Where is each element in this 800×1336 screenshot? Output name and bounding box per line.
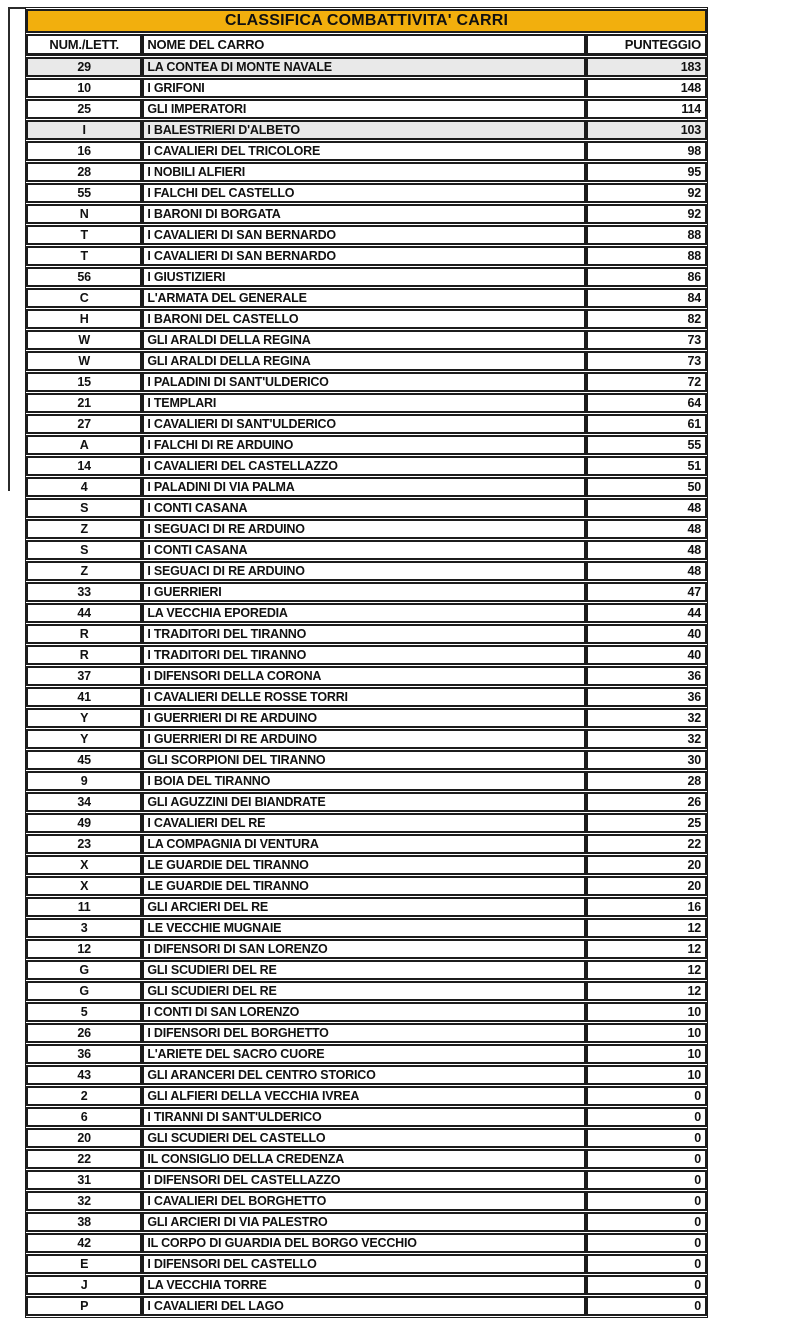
score-cell: 0	[586, 1086, 707, 1106]
score-cell: 183	[586, 57, 707, 77]
name-cell: I CONTI DI SAN LORENZO	[142, 1002, 585, 1022]
num-cell: S	[26, 540, 142, 560]
num-cell: X	[26, 855, 142, 875]
score-cell: 40	[586, 624, 707, 644]
score-cell: 103	[586, 120, 707, 140]
table-row	[26, 981, 707, 1001]
score-cell: 26	[586, 792, 707, 812]
num-cell: W	[26, 351, 142, 371]
table-row	[26, 624, 707, 644]
score-cell: 92	[586, 204, 707, 224]
table-row	[26, 540, 707, 560]
table-row	[26, 561, 707, 581]
score-cell: 0	[586, 1128, 707, 1148]
num-cell: 10	[26, 78, 142, 98]
score-cell: 88	[586, 246, 707, 266]
table-row	[26, 1128, 707, 1148]
score-cell: 25	[586, 813, 707, 833]
table-row	[26, 603, 707, 623]
num-cell: 11	[26, 897, 142, 917]
table-row	[26, 582, 707, 602]
num-cell: 23	[26, 834, 142, 854]
table-row	[26, 687, 707, 707]
score-cell: 47	[586, 582, 707, 602]
table-row	[26, 204, 707, 224]
score-cell: 72	[586, 372, 707, 392]
score-cell: 30	[586, 750, 707, 770]
num-cell: 21	[26, 393, 142, 413]
table-row	[26, 1254, 707, 1274]
score-cell: 86	[586, 267, 707, 287]
num-cell: 28	[26, 162, 142, 182]
score-cell: 82	[586, 309, 707, 329]
classifica-table	[26, 8, 707, 1317]
name-cell: GLI ARCIERI DEL RE	[142, 897, 585, 917]
num-cell: 42	[26, 1233, 142, 1253]
name-cell: I BOIA DEL TIRANNO	[142, 771, 585, 791]
num-cell: 25	[26, 99, 142, 119]
table-row	[26, 1107, 707, 1127]
name-cell: I GUERRIERI DI RE ARDUINO	[142, 708, 585, 728]
num-cell: 55	[26, 183, 142, 203]
num-cell: G	[26, 981, 142, 1001]
score-cell: 84	[586, 288, 707, 308]
name-cell: I FALCHI DEL CASTELLO	[142, 183, 585, 203]
num-cell: 5	[26, 1002, 142, 1022]
name-cell: GLI ARANCERI DEL CENTRO STORICO	[142, 1065, 585, 1085]
num-cell: 27	[26, 414, 142, 434]
num-cell: 43	[26, 1065, 142, 1085]
name-cell: LA VECCHIA EPOREDIA	[142, 603, 585, 623]
name-cell: LE GUARDIE DEL TIRANNO	[142, 876, 585, 896]
name-cell: I CAVALIERI DI SANT'ULDERICO	[142, 414, 585, 434]
score-cell: 73	[586, 351, 707, 371]
name-cell: I CAVALIERI DEL BORGHETTO	[142, 1191, 585, 1211]
name-cell: I FALCHI DI RE ARDUINO	[142, 435, 585, 455]
name-cell: I GRIFONI	[142, 78, 585, 98]
table-row	[26, 498, 707, 518]
score-cell: 95	[586, 162, 707, 182]
table-row	[26, 855, 707, 875]
name-cell: I TEMPLARI	[142, 393, 585, 413]
ranking-table-container	[25, 7, 708, 1318]
num-cell: A	[26, 435, 142, 455]
name-cell: I DIFENSORI DEL CASTELLO	[142, 1254, 585, 1274]
num-cell: 15	[26, 372, 142, 392]
score-cell: 114	[586, 99, 707, 119]
num-cell: I	[26, 120, 142, 140]
table-row	[26, 1023, 707, 1043]
num-cell: 37	[26, 666, 142, 686]
score-cell: 0	[586, 1296, 707, 1316]
name-cell: I CAVALIERI DEL RE	[142, 813, 585, 833]
name-cell: GLI IMPERATORI	[142, 99, 585, 119]
num-cell: 32	[26, 1191, 142, 1211]
name-cell: IL CORPO DI GUARDIA DEL BORGO VECCHIO	[142, 1233, 585, 1253]
name-cell: GLI ALFIERI DELLA VECCHIA IVREA	[142, 1086, 585, 1106]
table-row	[26, 1170, 707, 1190]
name-cell: I NOBILI ALFIERI	[142, 162, 585, 182]
column-header-score: PUNTEGGIO	[586, 34, 707, 56]
name-cell: I CAVALIERI DI SAN BERNARDO	[142, 246, 585, 266]
header-row	[26, 34, 707, 56]
num-cell: 29	[26, 57, 142, 77]
table-row	[26, 750, 707, 770]
score-cell: 55	[586, 435, 707, 455]
name-cell: I DIFENSORI DEL BORGHETTO	[142, 1023, 585, 1043]
score-cell: 0	[586, 1212, 707, 1232]
table-row	[26, 960, 707, 980]
name-cell: I CONTI CASANA	[142, 498, 585, 518]
name-cell: GLI SCUDIERI DEL RE	[142, 981, 585, 1001]
table-row	[26, 330, 707, 350]
name-cell: I TRADITORI DEL TIRANNO	[142, 624, 585, 644]
num-cell: H	[26, 309, 142, 329]
score-cell: 10	[586, 1044, 707, 1064]
num-cell: 38	[26, 1212, 142, 1232]
score-cell: 12	[586, 939, 707, 959]
name-cell: GLI AGUZZINI DEI BIANDRATE	[142, 792, 585, 812]
num-cell: 45	[26, 750, 142, 770]
num-cell: 31	[26, 1170, 142, 1190]
table-row	[26, 708, 707, 728]
table-row	[26, 351, 707, 371]
score-cell: 10	[586, 1002, 707, 1022]
table-row	[26, 477, 707, 497]
num-cell: N	[26, 204, 142, 224]
score-cell: 73	[586, 330, 707, 350]
table-row	[26, 414, 707, 434]
score-cell: 36	[586, 666, 707, 686]
name-cell: I CAVALIERI DELLE ROSSE TORRI	[142, 687, 585, 707]
name-cell: I GUERRIERI DI RE ARDUINO	[142, 729, 585, 749]
num-cell: 41	[26, 687, 142, 707]
score-cell: 32	[586, 729, 707, 749]
table-row	[26, 267, 707, 287]
score-cell: 0	[586, 1275, 707, 1295]
score-cell: 12	[586, 918, 707, 938]
table-row	[26, 141, 707, 161]
score-cell: 22	[586, 834, 707, 854]
table-row	[26, 1065, 707, 1085]
name-cell: I TIRANNI DI SANT'ULDERICO	[142, 1107, 585, 1127]
table-row	[26, 120, 707, 140]
table-row	[26, 99, 707, 119]
num-cell: Z	[26, 519, 142, 539]
name-cell: I SEGUACI DI RE ARDUINO	[142, 519, 585, 539]
name-cell: GLI SCUDIERI DEL RE	[142, 960, 585, 980]
num-cell: R	[26, 645, 142, 665]
scan-left-border-artifact	[8, 8, 10, 491]
table-row	[26, 1233, 707, 1253]
table-row	[26, 1212, 707, 1232]
num-cell: 44	[26, 603, 142, 623]
score-cell: 48	[586, 540, 707, 560]
score-cell: 50	[586, 477, 707, 497]
name-cell: I PALADINI DI VIA PALMA	[142, 477, 585, 497]
title-row	[26, 9, 707, 33]
score-cell: 20	[586, 855, 707, 875]
score-cell: 0	[586, 1254, 707, 1274]
num-cell: 14	[26, 456, 142, 476]
score-cell: 20	[586, 876, 707, 896]
table-row	[26, 729, 707, 749]
name-cell: I CAVALIERI DEL CASTELLAZZO	[142, 456, 585, 476]
score-cell: 148	[586, 78, 707, 98]
table-row	[26, 876, 707, 896]
score-cell: 88	[586, 225, 707, 245]
page-title: CLASSIFICA COMBATTIVITA' CARRI	[26, 9, 707, 33]
num-cell: P	[26, 1296, 142, 1316]
num-cell: 12	[26, 939, 142, 959]
score-cell: 44	[586, 603, 707, 623]
score-cell: 48	[586, 561, 707, 581]
score-cell: 10	[586, 1023, 707, 1043]
name-cell: L'ARIETE DEL SACRO CUORE	[142, 1044, 585, 1064]
name-cell: L'ARMATA DEL GENERALE	[142, 288, 585, 308]
name-cell: I CAVALIERI DEL LAGO	[142, 1296, 585, 1316]
score-cell: 61	[586, 414, 707, 434]
num-cell: W	[26, 330, 142, 350]
column-header-name: NOME DEL CARRO	[142, 34, 585, 56]
name-cell: IL CONSIGLIO DELLA CREDENZA	[142, 1149, 585, 1169]
score-cell: 32	[586, 708, 707, 728]
num-cell: 3	[26, 918, 142, 938]
score-cell: 10	[586, 1065, 707, 1085]
name-cell: I GUERRIERI	[142, 582, 585, 602]
table-row	[26, 771, 707, 791]
score-cell: 98	[586, 141, 707, 161]
num-cell: 49	[26, 813, 142, 833]
name-cell: I DIFENSORI DELLA CORONA	[142, 666, 585, 686]
score-cell: 36	[586, 687, 707, 707]
table-row	[26, 1275, 707, 1295]
table-row	[26, 645, 707, 665]
score-cell: 51	[586, 456, 707, 476]
table-row	[26, 78, 707, 98]
table-row	[26, 813, 707, 833]
name-cell: I TRADITORI DEL TIRANNO	[142, 645, 585, 665]
num-cell: 20	[26, 1128, 142, 1148]
score-cell: 12	[586, 960, 707, 980]
table-row	[26, 162, 707, 182]
num-cell: E	[26, 1254, 142, 1274]
table-row	[26, 1191, 707, 1211]
name-cell: GLI ARALDI DELLA REGINA	[142, 351, 585, 371]
num-cell: 22	[26, 1149, 142, 1169]
name-cell: I CONTI CASANA	[142, 540, 585, 560]
name-cell: I CAVALIERI DEL TRICOLORE	[142, 141, 585, 161]
num-cell: Y	[26, 708, 142, 728]
score-cell: 12	[586, 981, 707, 1001]
name-cell: LA VECCHIA TORRE	[142, 1275, 585, 1295]
name-cell: LE VECCHIE MUGNAIE	[142, 918, 585, 938]
score-cell: 16	[586, 897, 707, 917]
score-cell: 0	[586, 1233, 707, 1253]
column-header-num: NUM./LETT.	[26, 34, 142, 56]
table-row	[26, 519, 707, 539]
name-cell: I BALESTRIERI D'ALBETO	[142, 120, 585, 140]
table-row	[26, 1086, 707, 1106]
num-cell: T	[26, 246, 142, 266]
num-cell: T	[26, 225, 142, 245]
table-row	[26, 456, 707, 476]
num-cell: 34	[26, 792, 142, 812]
num-cell: R	[26, 624, 142, 644]
name-cell: GLI ARALDI DELLA REGINA	[142, 330, 585, 350]
table-row	[26, 183, 707, 203]
num-cell: 2	[26, 1086, 142, 1106]
num-cell: G	[26, 960, 142, 980]
name-cell: I DIFENSORI DEL CASTELLAZZO	[142, 1170, 585, 1190]
num-cell: Y	[26, 729, 142, 749]
num-cell: 36	[26, 1044, 142, 1064]
num-cell: 6	[26, 1107, 142, 1127]
num-cell: S	[26, 498, 142, 518]
table-row	[26, 57, 707, 77]
name-cell: GLI ARCIERI DI VIA PALESTRO	[142, 1212, 585, 1232]
score-cell: 40	[586, 645, 707, 665]
table-row	[26, 1002, 707, 1022]
num-cell: J	[26, 1275, 142, 1295]
num-cell: Z	[26, 561, 142, 581]
table-row	[26, 246, 707, 266]
table-row	[26, 666, 707, 686]
num-cell: C	[26, 288, 142, 308]
name-cell: I BARONI DEL CASTELLO	[142, 309, 585, 329]
name-cell: LE GUARDIE DEL TIRANNO	[142, 855, 585, 875]
table-row	[26, 792, 707, 812]
score-cell: 0	[586, 1170, 707, 1190]
num-cell: 4	[26, 477, 142, 497]
table-row	[26, 1296, 707, 1316]
score-cell: 92	[586, 183, 707, 203]
table-row	[26, 288, 707, 308]
table-row	[26, 1044, 707, 1064]
table-row	[26, 435, 707, 455]
num-cell: 16	[26, 141, 142, 161]
name-cell: GLI SCUDIERI DEL CASTELLO	[142, 1128, 585, 1148]
table-row	[26, 834, 707, 854]
num-cell: 9	[26, 771, 142, 791]
table-row	[26, 939, 707, 959]
name-cell: I BARONI DI BORGATA	[142, 204, 585, 224]
table-row	[26, 309, 707, 329]
num-cell: 33	[26, 582, 142, 602]
score-cell: 0	[586, 1149, 707, 1169]
name-cell: I SEGUACI DI RE ARDUINO	[142, 561, 585, 581]
score-cell: 0	[586, 1191, 707, 1211]
name-cell: I DIFENSORI DI SAN LORENZO	[142, 939, 585, 959]
score-cell: 64	[586, 393, 707, 413]
name-cell: LA CONTEA DI MONTE NAVALE	[142, 57, 585, 77]
name-cell: I CAVALIERI DI SAN BERNARDO	[142, 225, 585, 245]
name-cell: LA COMPAGNIA DI VENTURA	[142, 834, 585, 854]
table-row	[26, 225, 707, 245]
name-cell: I GIUSTIZIERI	[142, 267, 585, 287]
num-cell: 26	[26, 1023, 142, 1043]
num-cell: X	[26, 876, 142, 896]
table-row	[26, 372, 707, 392]
score-cell: 48	[586, 519, 707, 539]
table-row	[26, 897, 707, 917]
score-cell: 48	[586, 498, 707, 518]
table-row	[26, 918, 707, 938]
name-cell: GLI SCORPIONI DEL TIRANNO	[142, 750, 585, 770]
name-cell: I PALADINI DI SANT'ULDERICO	[142, 372, 585, 392]
table-row	[26, 393, 707, 413]
score-cell: 0	[586, 1107, 707, 1127]
num-cell: 56	[26, 267, 142, 287]
table-row	[26, 1149, 707, 1169]
table-body	[26, 57, 707, 1316]
score-cell: 28	[586, 771, 707, 791]
